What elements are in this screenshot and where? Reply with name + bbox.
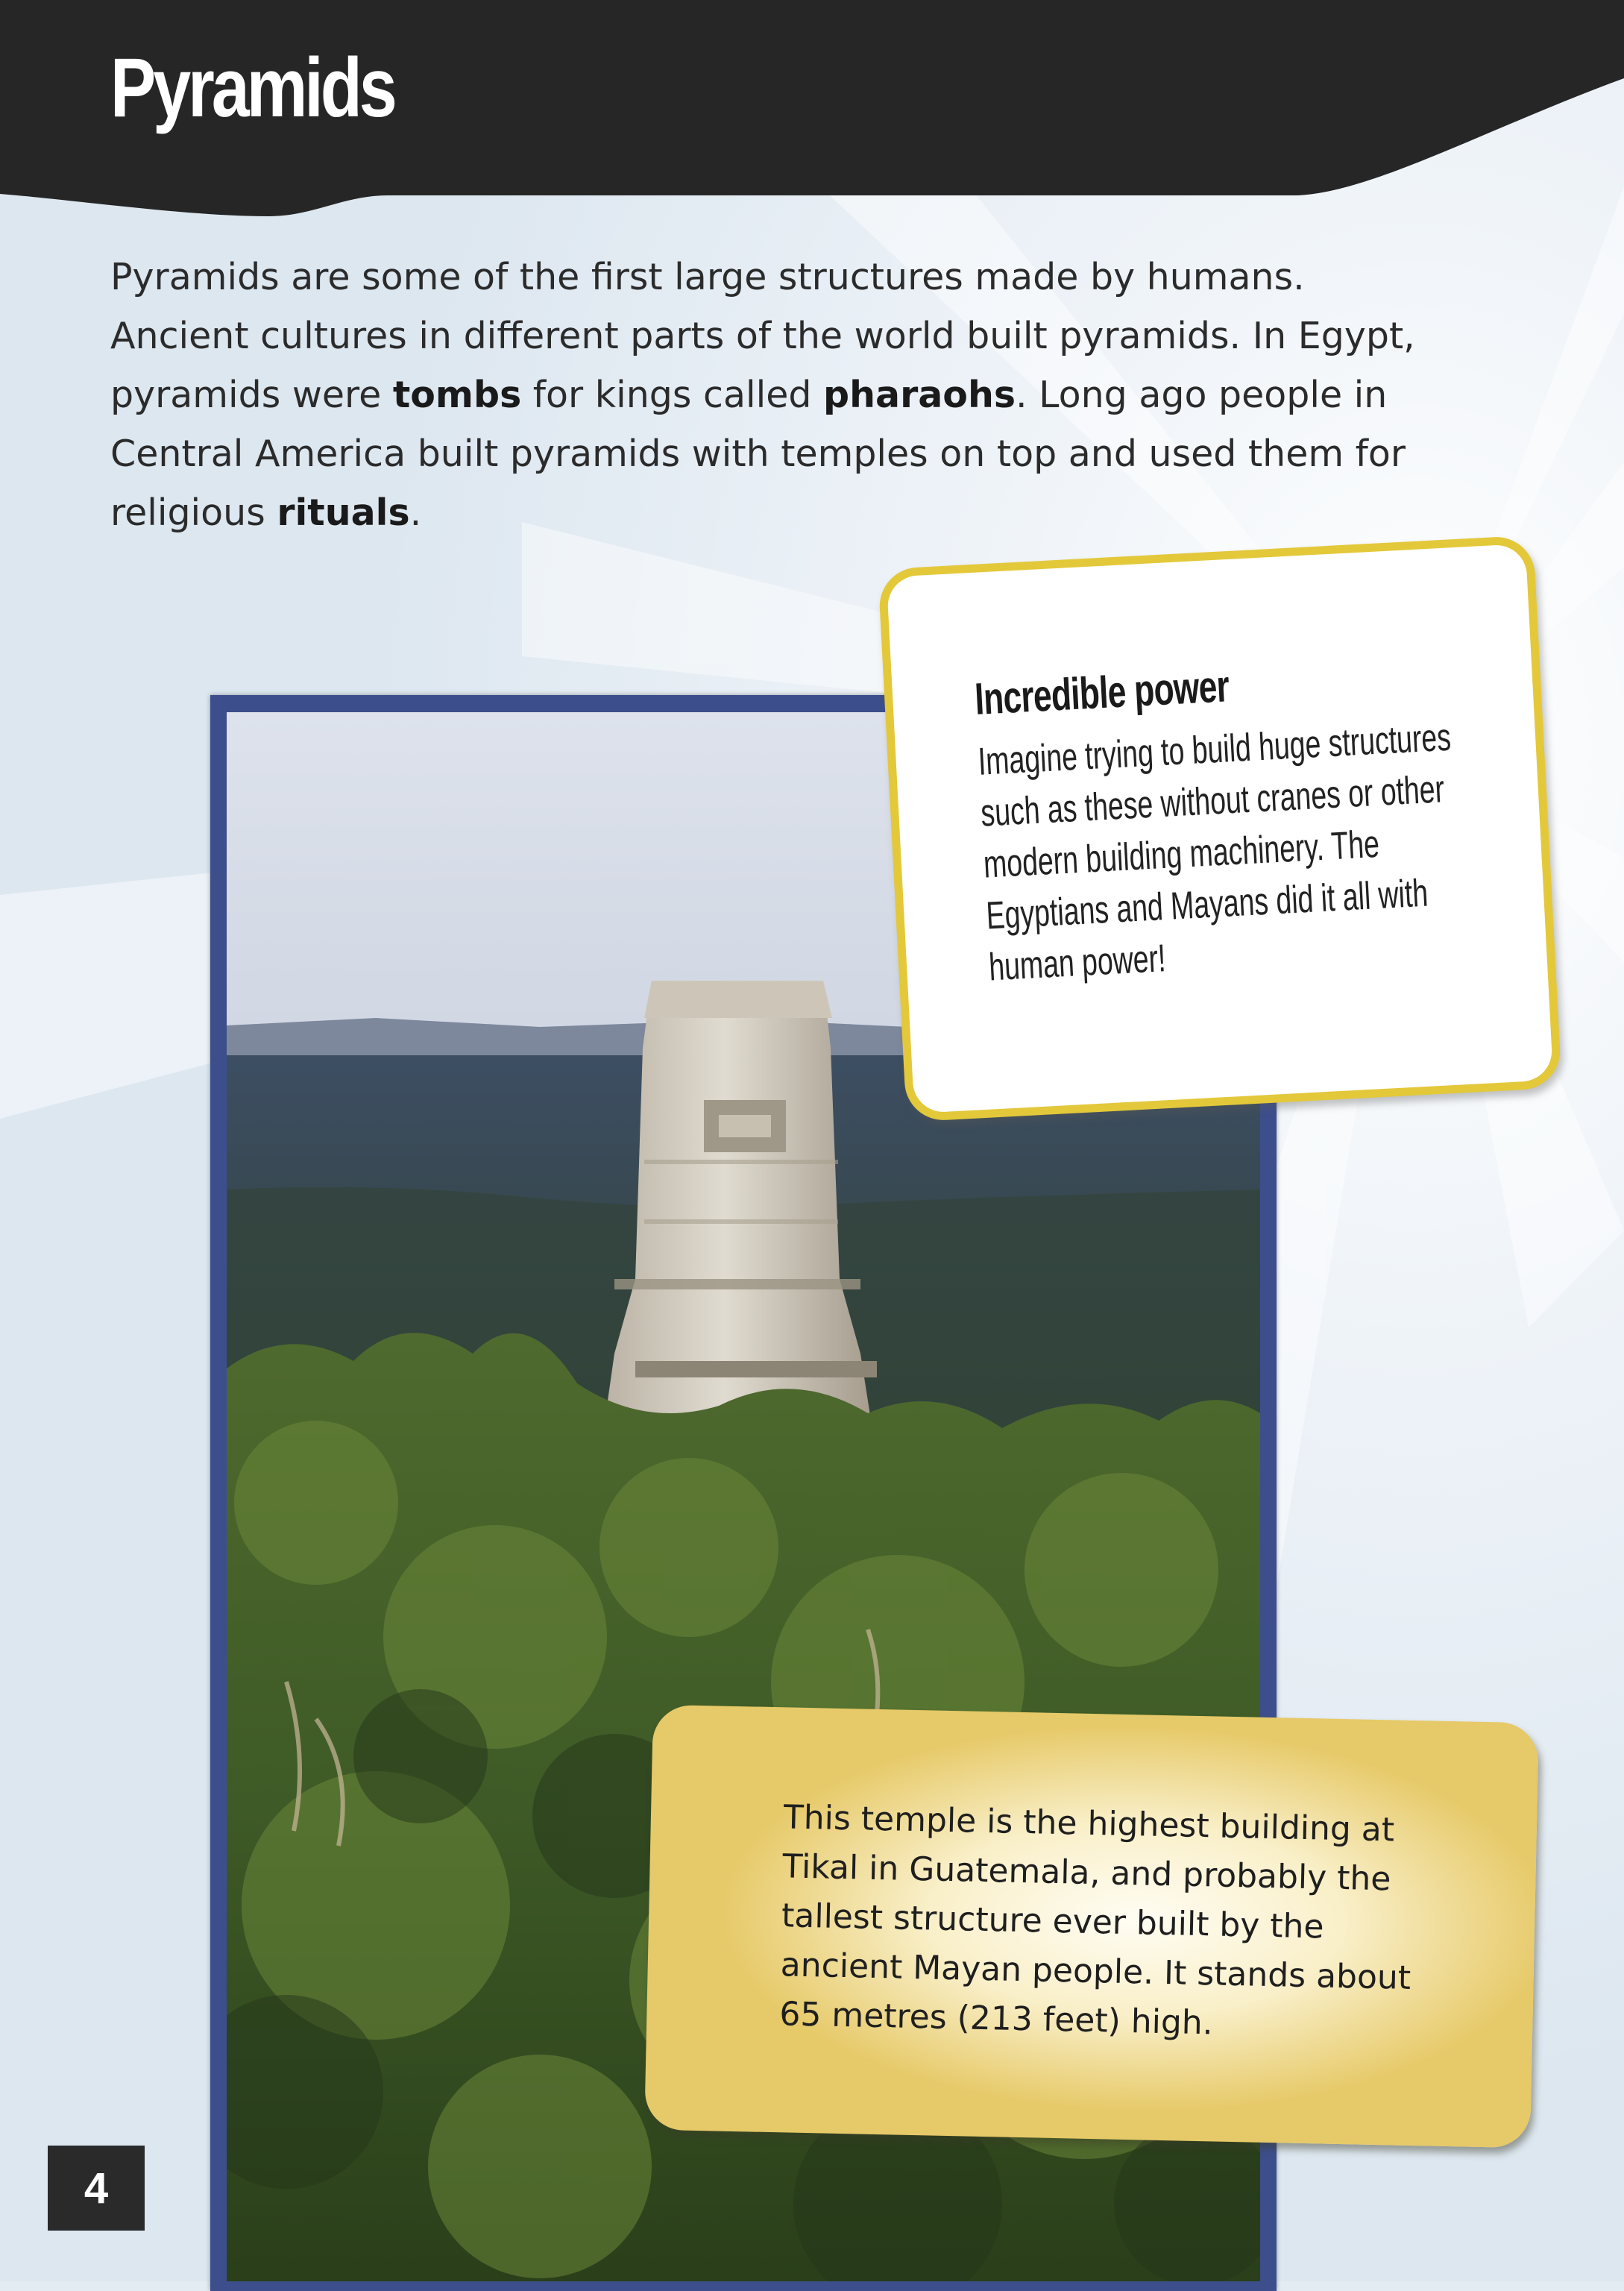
incredible-power-sidebar [878, 535, 1562, 1122]
intro-text: for kings called [521, 374, 824, 416]
glossary-term-tombs: tombs [392, 374, 522, 416]
intro-text: Pyramids are some of the first large structures made by humans. Ancient cultures in different parts of the world built pyramids. In Egypt, pyramids were [110, 256, 1415, 416]
photo-caption-box [644, 1705, 1539, 2149]
sidebar-title: Incredible power [973, 661, 1230, 724]
page-number: 4 [48, 2146, 145, 2231]
intro-text: . Long ago people in Central America built pyramids with temples on top and used them for religious [110, 374, 1406, 534]
glossary-term-pharaohs: pharaohs [823, 374, 1016, 416]
photo-caption: This temple is the highest building at Tikal in Guatemala, and probably the tallest structure ever built by the ancient Mayan people. It stands about 65 metres (213 feet) high. [778, 1798, 1411, 2043]
sidebar-text: Imagine trying to build huge structures such as these without cranes or other modern building machinery. The Egyptians and Mayans did it all with human power! [977, 715, 1453, 990]
intro-text: . [409, 491, 422, 534]
intro-paragraph [110, 248, 1423, 542]
glossary-term-rituals: rituals [277, 491, 410, 534]
page-title: Pyramids [110, 41, 394, 134]
